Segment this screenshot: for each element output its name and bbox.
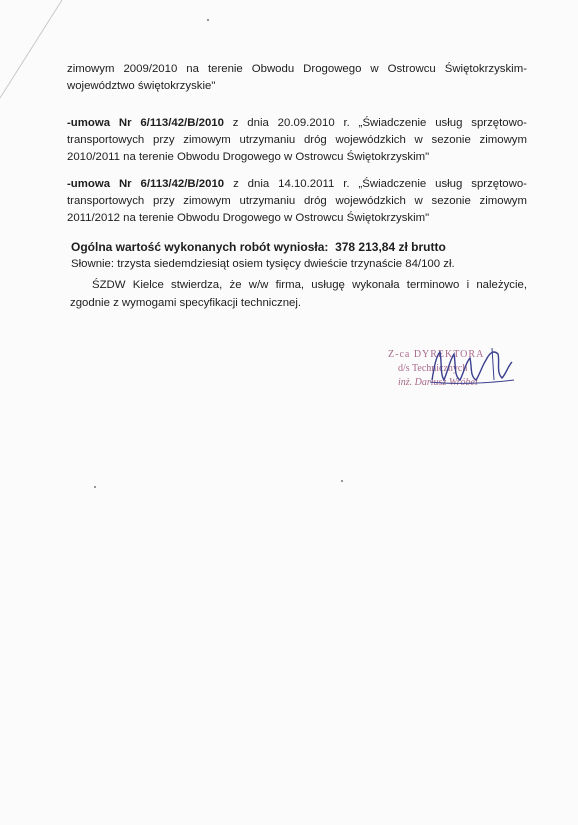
paragraph-line: 2011/2012 na terenie Obwodu Drogowego w Ostrowcu Świętokrzyskim" <box>67 212 430 224</box>
total-amount: 378 213,84 zł brutto <box>335 240 446 254</box>
paragraph-line: zimowym 2009/2010 na terenie Obwodu Drogowego w Ostrowcu Świętokrzyskim- <box>67 63 527 75</box>
paragraph-line <box>67 176 527 193</box>
contract-number: -umowa Nr 6/113/42/B/2010 <box>67 178 225 190</box>
paragraph-line <box>67 115 527 132</box>
amount-in-words: Słownie: trzysta siedemdziesiąt osiem tysięcy dwieście trzynaście 84/100 zł. <box>71 258 455 270</box>
performance-statement <box>70 276 527 312</box>
stamp-title: Z-ca DYREKTORA <box>388 349 485 360</box>
contract-paragraph-2011 <box>67 176 527 227</box>
stamp-department: d/s Technicznych <box>398 363 468 374</box>
paragraph-line: transportowych przy zimowym utrzymaniu dróg wojewódzkich w sezonie zimowym <box>67 195 527 207</box>
total-value-line <box>71 240 446 254</box>
paragraph-line: 2010/2011 na terenie Obwodu Drogowego w Ostrowcu Świętokrzyskim" <box>67 151 430 163</box>
paragraph-continuation <box>67 61 527 95</box>
total-label: Ogólna wartość wykonanych robót wyniosła: <box>71 240 329 254</box>
paragraph-line: transportowych przy zimowym utrzymaniu dróg wojewódzkich w sezonie zimowym <box>67 134 527 146</box>
scan-speck <box>94 486 96 488</box>
statement-line: ŚZDW Kielce stwierdza, że w/w firma, usługę wykonała terminowo i należycie, <box>92 279 527 291</box>
contract-number: -umowa Nr 6/113/42/B/2010 <box>67 117 224 129</box>
contract-date-text: z dnia 20.09.2010 r. „Świadczenie usług sprzętowo- <box>232 117 527 129</box>
contract-paragraph-2010 <box>67 115 527 166</box>
scan-speck <box>341 480 343 482</box>
contract-date-text: z dnia 14.10.2011 r. „Świadczenie usług sprzętowo- <box>233 178 527 190</box>
handwritten-signature <box>410 340 520 400</box>
stamp-name: inż. Dariusz Wróbel <box>398 377 478 388</box>
scan-speck <box>207 19 209 21</box>
statement-line: zgodnie z wymogami specyfikacji technicznej. <box>70 297 302 309</box>
paragraph-line: województwo świętokrzyskie" <box>67 80 216 92</box>
